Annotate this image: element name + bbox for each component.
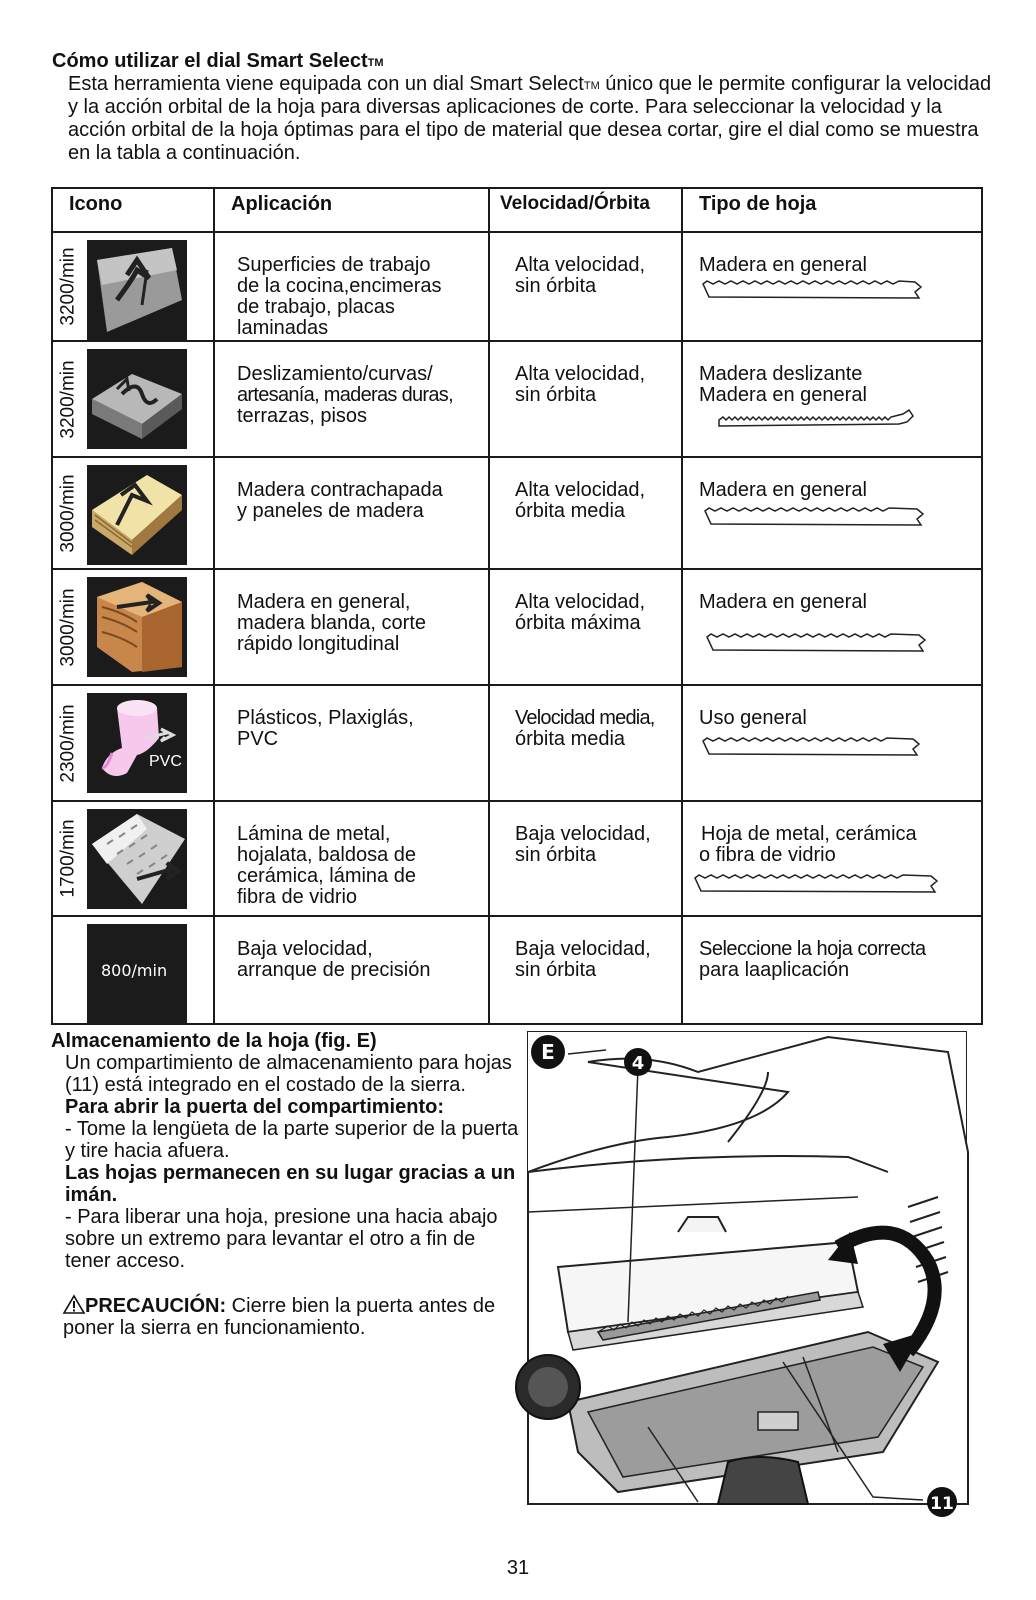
header-icon: Icono <box>52 188 214 232</box>
application-cell: Superficies de trabajo de la cocina,encimeras de trabajo, placas laminadas <box>214 232 489 341</box>
table-row <box>52 685 982 801</box>
blade-cell: Uso general <box>682 685 982 801</box>
icon-cell <box>52 685 214 801</box>
table-row <box>52 569 982 685</box>
icon-cell <box>52 916 214 1024</box>
header-speed-orbit: Velocidad/Órbita <box>489 188 682 232</box>
section-title: Cómo utilizar el dial Smart Select™ <box>52 50 384 72</box>
speed-cell: Alta velocidad, órbita media <box>489 457 682 569</box>
open-door-text: - Tome la lengüeta de la parte superior de la puerta y tire hacia afuera. <box>65 1118 519 1162</box>
speed-label: 3000/min <box>57 587 79 667</box>
header-blade-type: Tipo de hoja <box>682 188 982 232</box>
magnet-title: Las hojas permanecen en su lugar gracias a un imán. <box>65 1162 516 1206</box>
speed-cell: Baja velocidad, sin órbita <box>489 916 682 1024</box>
table-header-row <box>52 188 982 232</box>
application-cell: Madera en general, madera blanda, corte rápido longitudinal <box>214 569 489 685</box>
countertop-icon <box>87 240 187 340</box>
pvc-label: PVC <box>149 753 182 770</box>
open-door-title: Para abrir la puerta del compartimiento: <box>65 1096 444 1118</box>
blade-icon <box>699 731 939 761</box>
plywood-icon <box>87 465 187 565</box>
icon-cell <box>52 232 214 341</box>
smart-select-table <box>51 187 983 1025</box>
blade-icon <box>691 868 951 898</box>
warning-icon <box>63 1294 85 1314</box>
blade-cell: Hoja de metal, cerámica o fibra de vidrio <box>682 801 982 916</box>
blade-icon <box>699 615 939 655</box>
speed-label: 3200/min <box>57 247 79 326</box>
speed-label: 3000/min <box>57 473 79 553</box>
speed-label: 1700/min <box>57 819 79 898</box>
page-number: 31 <box>506 1557 530 1579</box>
storage-paragraph: Un compartimiento de almacenamiento para hojas (11) está integrado en el costado de la sierra. <box>65 1052 512 1096</box>
caution-note: PRECAUCIÓN: Cierre bien la puerta antes de poner la sierra en funcionamiento. <box>63 1295 496 1339</box>
intro-paragraph: Esta herramienta viene equipada con un dial Smart Select™ único que le permite configurar la velocidad y la acción orbital de la hoja para diversas aplicaciones de corte. Para seleccionar la velocidad y la acción orbital de la hoja óptimas para el tipo de material que desea cortar, gire el dial como se muestra en la tabla a continuación. <box>68 73 992 164</box>
pvc-pipe-icon <box>87 693 187 793</box>
blade-storage-section <box>51 1030 526 1339</box>
softwood-icon <box>87 577 187 677</box>
table-row <box>52 232 982 341</box>
application-cell: Madera contrachapada y paneles de madera <box>214 457 489 569</box>
precision-speed-label: 800/min <box>101 961 168 980</box>
blade-cell: Madera en general <box>682 232 982 341</box>
blade-cell: Madera deslizante Madera en general <box>682 341 982 457</box>
table-row <box>52 801 982 916</box>
speed-cell: Alta velocidad, órbita máxima <box>489 569 682 685</box>
speed-label: 2300/min <box>57 703 79 783</box>
speed-label: 3200/min <box>57 359 79 439</box>
icon-cell <box>52 569 214 685</box>
blade-icon <box>699 503 939 529</box>
speed-cell: Alta velocidad, sin órbita <box>489 341 682 457</box>
icon-cell <box>52 341 214 457</box>
icon-cell <box>52 801 214 916</box>
application-cell: Baja velocidad, arranque de precisión <box>214 916 489 1024</box>
callout-11: 11 <box>930 1494 954 1514</box>
precision-start-icon <box>87 924 187 1024</box>
application-cell: Deslizamiento/curvas/ artesanía, maderas duras, terrazas, pisos <box>214 341 489 457</box>
figure-e <box>527 1031 967 1514</box>
metal-sheet-icon <box>87 809 187 909</box>
figure-letter: E <box>541 1040 555 1064</box>
blade-cell: Madera en general <box>682 457 982 569</box>
blade-icon <box>713 408 953 432</box>
speed-cell: Velocidad media, órbita media <box>489 685 682 801</box>
speed-cell: Baja velocidad, sin órbita <box>489 801 682 916</box>
icon-cell <box>52 457 214 569</box>
callout-4: 4 <box>631 1053 645 1074</box>
application-cell: Plásticos, Plaxiglás, PVC <box>214 685 489 801</box>
blade-cell: Madera en general <box>682 569 982 685</box>
intro-section <box>52 50 992 165</box>
table-row <box>52 341 982 457</box>
blade-cell: Seleccione la hoja correcta para laaplicación <box>682 916 982 1024</box>
blade-icon <box>699 278 939 302</box>
table-row <box>52 916 982 1024</box>
curve-cut-icon <box>87 349 187 449</box>
application-cell: Lámina de metal, hojalata, baldosa de cerámica, lámina de fibra de vidrio <box>214 801 489 916</box>
storage-title: Almacenamiento de la hoja (fig. E) <box>51 1030 377 1052</box>
header-application: Aplicación <box>214 188 489 232</box>
speed-cell: Alta velocidad, sin órbita <box>489 232 682 341</box>
speed-label <box>55 917 81 1023</box>
table-row <box>52 457 982 569</box>
release-text: - Para liberar una hoja, presione una hacia abajo sobre un extremo para levantar el otro a fin de tener acceso. <box>65 1206 498 1272</box>
